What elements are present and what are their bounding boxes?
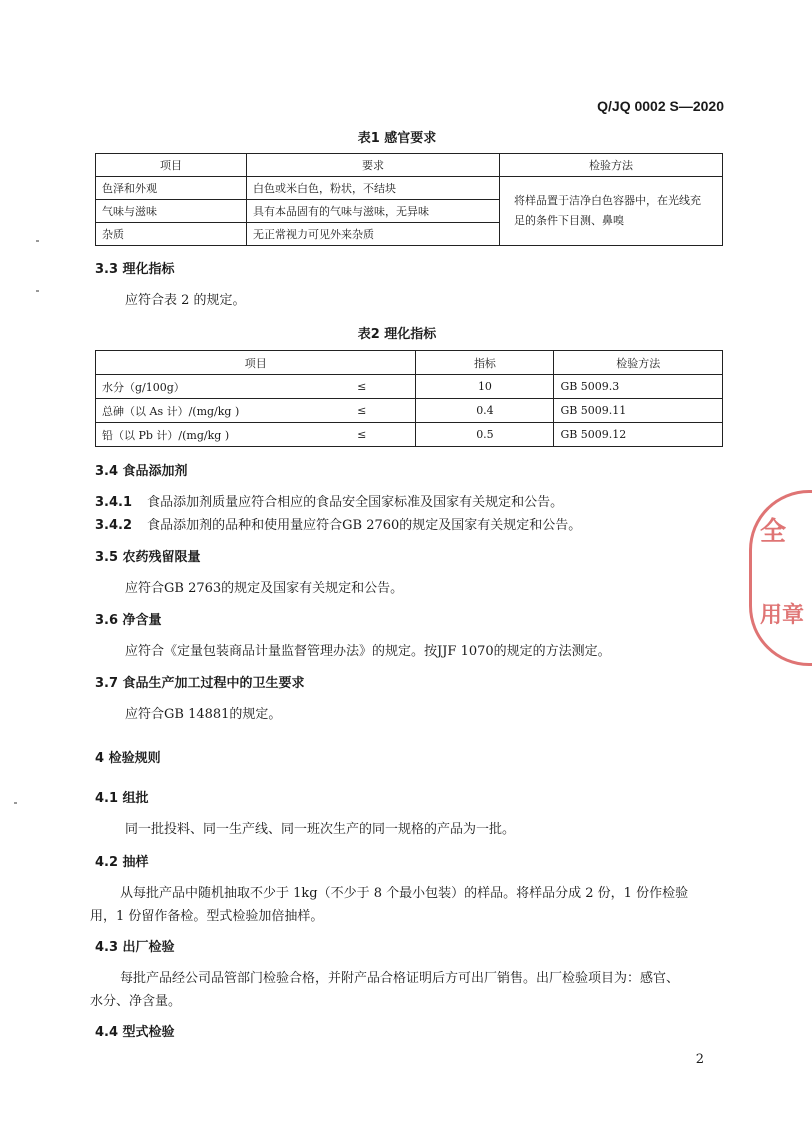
table2-header-method: 检验方法 xyxy=(554,351,723,375)
official-seal-stamp xyxy=(749,490,812,666)
section-4-3-title: 4.3 出厂检验 xyxy=(95,940,175,955)
seal-text-bottom: 用章 xyxy=(760,602,805,628)
section-3-6-text: 应符合《定量包装商品计量监督管理办法》的规定。按JJF 1070的规定的方法测定。 xyxy=(125,644,611,659)
section-3-4-title: 3.4 食品添加剂 xyxy=(95,464,188,479)
seal-text-top: 全 xyxy=(760,517,787,547)
table1-header-item: 项目 xyxy=(96,154,247,177)
table1-item: 杂质 xyxy=(96,223,247,246)
section-3-7-text: 应符合GB 14881的规定。 xyxy=(125,707,282,722)
table2-value: 0.5 xyxy=(416,423,554,447)
table2-caption: 表2 理化指标 xyxy=(357,327,437,342)
table1-header-req: 要求 xyxy=(247,154,500,177)
table1-req: 具有本品固有的气味与滋味，无异味 xyxy=(247,200,500,223)
scan-speck xyxy=(36,290,39,292)
table-row xyxy=(96,399,723,423)
table2-method: GB 5009.12 xyxy=(554,423,723,447)
table2-op: ≤ xyxy=(308,423,416,447)
table2-method: GB 5009.3 xyxy=(554,375,723,399)
section-3-5-text: 应符合GB 2763的规定及国家有关规定和公告。 xyxy=(125,581,404,596)
section-3-4-1-number: 3.4.1 xyxy=(95,495,133,510)
section-4-3-text-line1: 每批产品经公司品管部门检验合格，并附产品合格证明后方可出厂销售。出厂检验项目为：感官、 xyxy=(120,971,680,986)
table2-header-value: 指标 xyxy=(416,351,554,375)
table1-item: 气味与滋味 xyxy=(96,200,247,223)
table2-item: 铅（以 Pb 计）/(mg/kg ) xyxy=(96,423,309,447)
standard-code: Q/JQ 0002 S—2020 xyxy=(597,98,724,114)
scan-speck xyxy=(36,240,39,242)
table2-op: ≤ xyxy=(308,375,416,399)
section-3-3-title: 3.3 理化指标 xyxy=(95,262,175,277)
section-4-title: 4 检验规则 xyxy=(95,751,161,766)
section-4-2-title: 4.2 抽样 xyxy=(95,855,149,870)
table2-value: 0.4 xyxy=(416,399,554,423)
section-4-4-title: 4.4 型式检验 xyxy=(95,1025,175,1040)
table-row xyxy=(96,375,723,399)
table2-header-item: 项目 xyxy=(96,351,416,375)
section-3-7-title: 3.7 食品生产加工过程中的卫生要求 xyxy=(95,676,305,691)
page-number: 2 xyxy=(695,1052,704,1067)
section-3-4-2-number: 3.4.2 xyxy=(95,518,133,533)
table2-item: 总砷（以 As 计）/(mg/kg ) xyxy=(96,399,309,423)
table2-value: 10 xyxy=(416,375,554,399)
table2-method: GB 5009.11 xyxy=(554,399,723,423)
table2-op: ≤ xyxy=(308,399,416,423)
table1-method: 将样品置于洁净白色容器中，在光线充足的条件下目测、鼻嗅 xyxy=(500,177,723,246)
table2-item: 水分（g/100g） xyxy=(96,375,309,399)
sensory-requirements-table xyxy=(95,153,723,246)
table1-item: 色泽和外观 xyxy=(96,177,247,200)
section-4-2-text-line1: 从每批产品中随机抽取不少于 1kg（不少于 8 个最小包装）的样品。将样品分成 2 份，1 份作检验 xyxy=(120,886,689,901)
section-3-5-title: 3.5 农药残留限量 xyxy=(95,550,201,565)
section-4-1-title: 4.1 组批 xyxy=(95,791,149,806)
table1-req: 无正常视力可见外来杂质 xyxy=(247,223,500,246)
table1-req: 白色或米白色，粉状，不结块 xyxy=(247,177,500,200)
section-4-1-text: 同一批投料、同一生产线、同一班次生产的同一规格的产品为一批。 xyxy=(125,822,516,837)
section-4-3-text-line2: 水分、净含量。 xyxy=(90,994,182,1009)
table-row xyxy=(96,177,723,200)
table1-header-method: 检验方法 xyxy=(500,154,723,177)
table1-caption: 表1 感官要求 xyxy=(357,131,437,146)
section-3-4-2-text: 食品添加剂的品种和使用量应符合GB 2760的规定及国家有关规定和公告。 xyxy=(147,518,582,533)
physicochemical-table xyxy=(95,350,723,447)
section-3-3-text: 应符合表 2 的规定。 xyxy=(125,293,246,308)
scan-speck xyxy=(14,802,17,804)
table-row xyxy=(96,423,723,447)
section-4-2-text-line2: 用，1 份留作备检。型式检验加倍抽样。 xyxy=(90,909,324,924)
section-3-6-title: 3.6 净含量 xyxy=(95,613,162,628)
section-3-4-1-text: 食品添加剂质量应符合相应的食品安全国家标准及国家有关规定和公告。 xyxy=(147,495,564,510)
